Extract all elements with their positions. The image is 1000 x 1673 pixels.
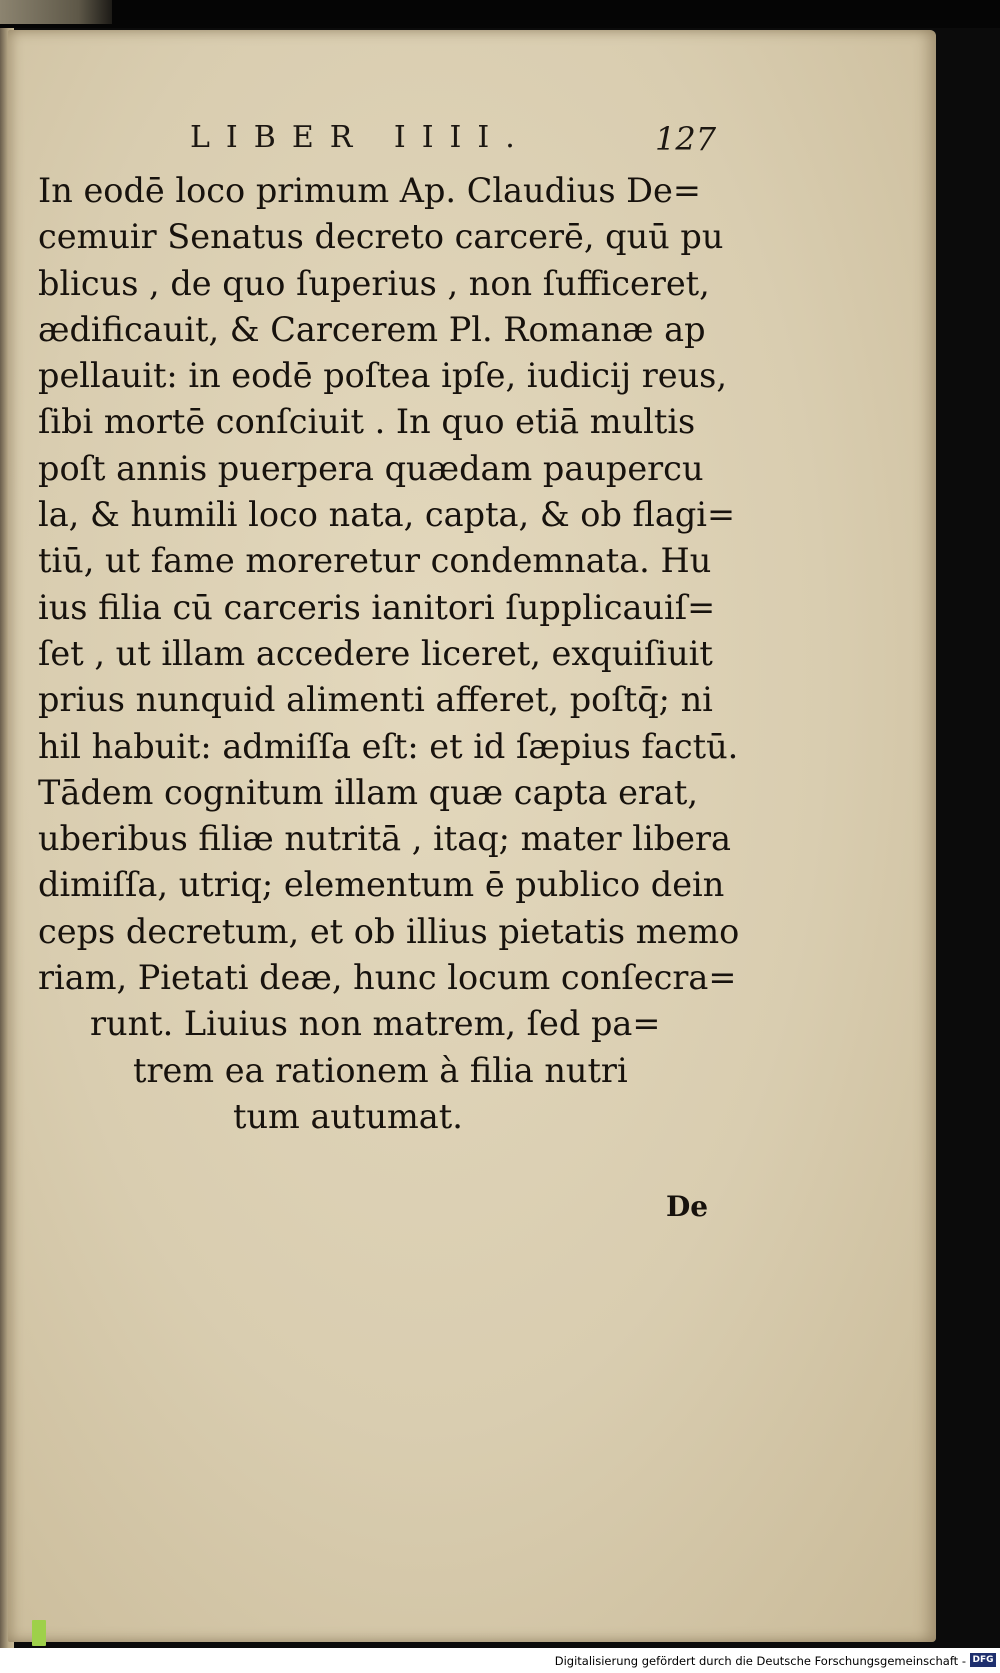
text-line: ius filia cū carceris ianitori ſupplicauiſ= (38, 587, 716, 627)
text-line: trem ea rationem à filia nutri (133, 1050, 628, 1090)
page-number: 127 (655, 120, 717, 158)
text-line: runt. Liuius non matrem, ſed pa= (90, 1004, 661, 1044)
dfg-logo-icon: DFG (970, 1653, 996, 1667)
text-line: prius nunquid alimenti afferet, poſtq̄; ni (38, 680, 713, 720)
text-line: Tādem cognitum illam quæ capta erat, (38, 772, 698, 812)
text-line: tum autumat. (233, 1096, 463, 1136)
page-header (0, 120, 1000, 160)
text-line: cemuir Senatus decreto carcerē, quū pu (38, 217, 724, 257)
text-line: pellauit: in eodē poſtea ipſe, iudicij reus, (38, 356, 728, 396)
text-line: ceps decretum, et ob illius pietatis memo (38, 911, 740, 951)
running-head: LIBER IIII. (190, 120, 531, 155)
catchword: De (666, 1190, 709, 1223)
text-line: dimiſſa, utriq; elementum ē publico dein (38, 865, 725, 905)
book-cover-corner (0, 0, 112, 24)
text-line: tiū, ut fame moreretur condemnata. Hu (38, 541, 712, 581)
text-line: hil habuit: admiſſa eſt: et id ſæpius factū. (38, 726, 739, 766)
text-line: In eodē loco primum Ap. Claudius De= (38, 171, 701, 210)
digitization-footer (0, 1648, 1000, 1673)
text-line: ſet , ut illam accedere liceret, exquiſiuit (38, 633, 713, 673)
text-line: ſibi mortē conſciuit . In quo etiā multis (38, 402, 696, 442)
scan-right-border (936, 28, 1000, 1648)
text-line: ædificauit, & Carcerem Pl. Romanæ ap (38, 309, 706, 349)
body-text (38, 168, 740, 1140)
bookmark-ribbon (32, 1620, 46, 1646)
text-line: uberibus filiæ nutritā , itaq; mater libera (38, 819, 731, 859)
text-line: blicus , de quo ſuperius , non ſufficeret, (38, 263, 710, 303)
text-line: poſt annis puerpera quædam paupercu (38, 448, 704, 488)
funding-credit: Digitalisierung gefördert durch die Deutsche Forschungsgemeinschaft - (554, 1654, 966, 1668)
text-line: la, & humili loco nata, capta, & ob flagi= (38, 495, 736, 535)
text-line: riam, Pietati deæ, hunc locum conſecra= (38, 958, 737, 998)
scan-top-border (0, 0, 1000, 28)
